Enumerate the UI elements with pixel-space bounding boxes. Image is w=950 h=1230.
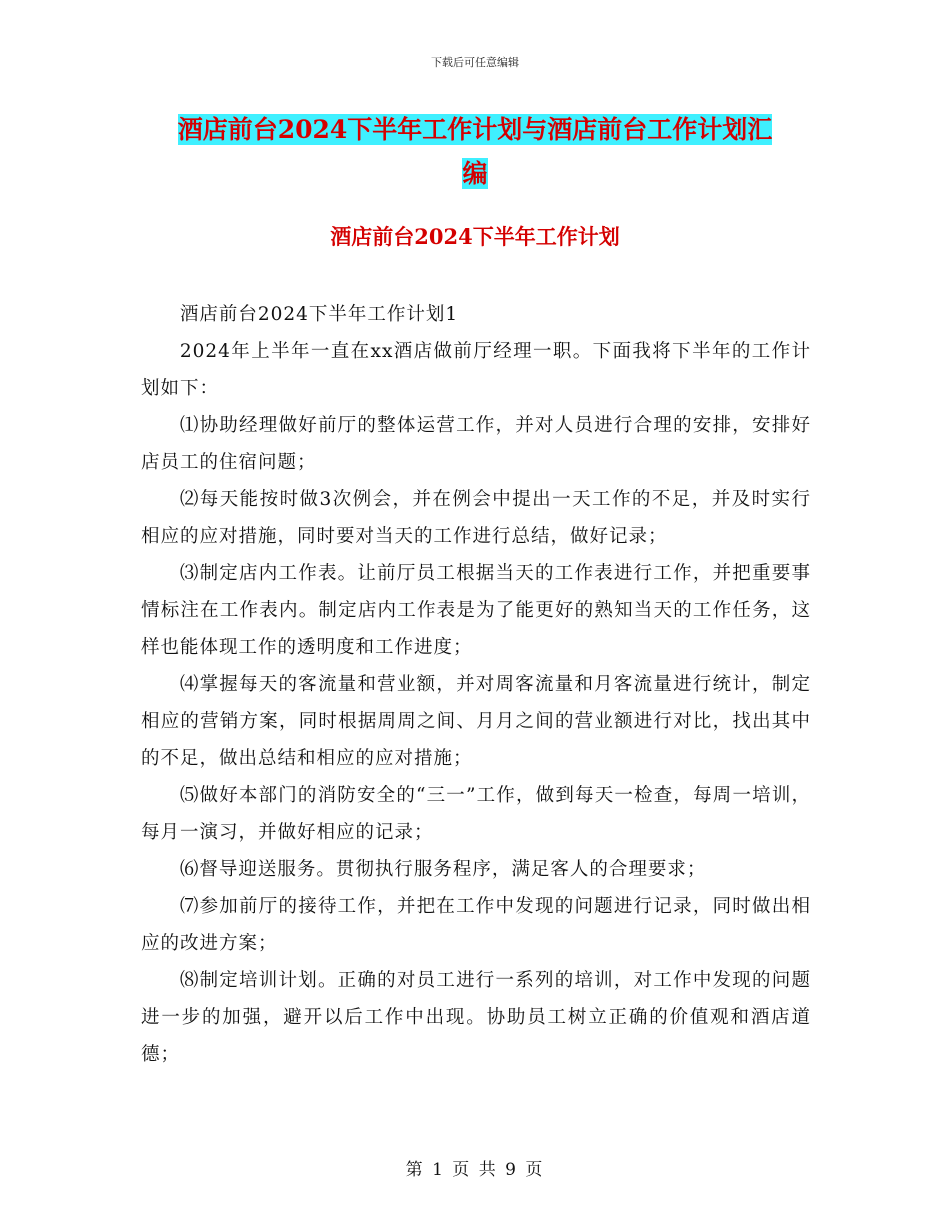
paragraph: 2024年上半年一直在xx酒店做前厅经理一职。下面我将下半年的工作计划如下： (141, 341, 811, 399)
paragraph: ⑷掌握每天的客流量和营业额，并对周客流量和月客流量进行统计，制定相应的营销方案，同时根据周周之间、月月之间的营业额进行对比，找出其中的不足，做出总结和相应的应对措施； (141, 674, 811, 769)
section-title: 酒店前台2024下半年工作计划 (330, 224, 620, 249)
title-line-2: 编 (462, 159, 488, 188)
page-number-footer: 第 1 页 共 9 页 (405, 1160, 545, 1180)
document-title (140, 108, 810, 196)
paragraph: ⑻制定培训计划。正确的对员工进行一系列的培训，对工作中发现的问题进一步的加强，避开以后工作中出现。协助员工树立正确的价值观和酒店道德； (141, 970, 811, 1065)
paragraph: ⑵每天能按时做3次例会，并在例会中提出一天工作的不足，并及时实行相应的应对措施，同时要对当天的工作进行总结，做好记录； (141, 489, 811, 547)
document-body (141, 296, 811, 1073)
paragraph: ⑴协助经理做好前厅的整体运营工作，并对人员进行合理的安排，安排好店员工的住宿问题； (141, 415, 811, 473)
paragraph: ⑶制定店内工作表。让前厅员工根据当天的工作表进行工作，并把重要事情标注在工作表内。制定店内工作表是为了能更好的熟知当天的工作任务，这样也能体现工作的透明度和工作进度； (141, 563, 811, 658)
paragraph: 酒店前台2024下半年工作计划1 (179, 304, 459, 325)
paragraph: ⑹督导迎送服务。贯彻执行服务程序，满足客人的合理要求； (179, 859, 707, 880)
title-line-1: 酒店前台2024下半年工作计划与酒店前台工作计划汇 (177, 115, 773, 144)
paragraph: ⑺参加前厅的接待工作，并把在工作中发现的问题进行记录，同时做出相应的改进方案； (141, 896, 811, 954)
paragraph: ⑸做好本部门的消防安全的“三一”工作，做到每天一检查，每周一培训，每月一演习，并做好相应的记录； (141, 785, 811, 843)
page-header-note: 下载后可任意编辑 (431, 56, 519, 69)
